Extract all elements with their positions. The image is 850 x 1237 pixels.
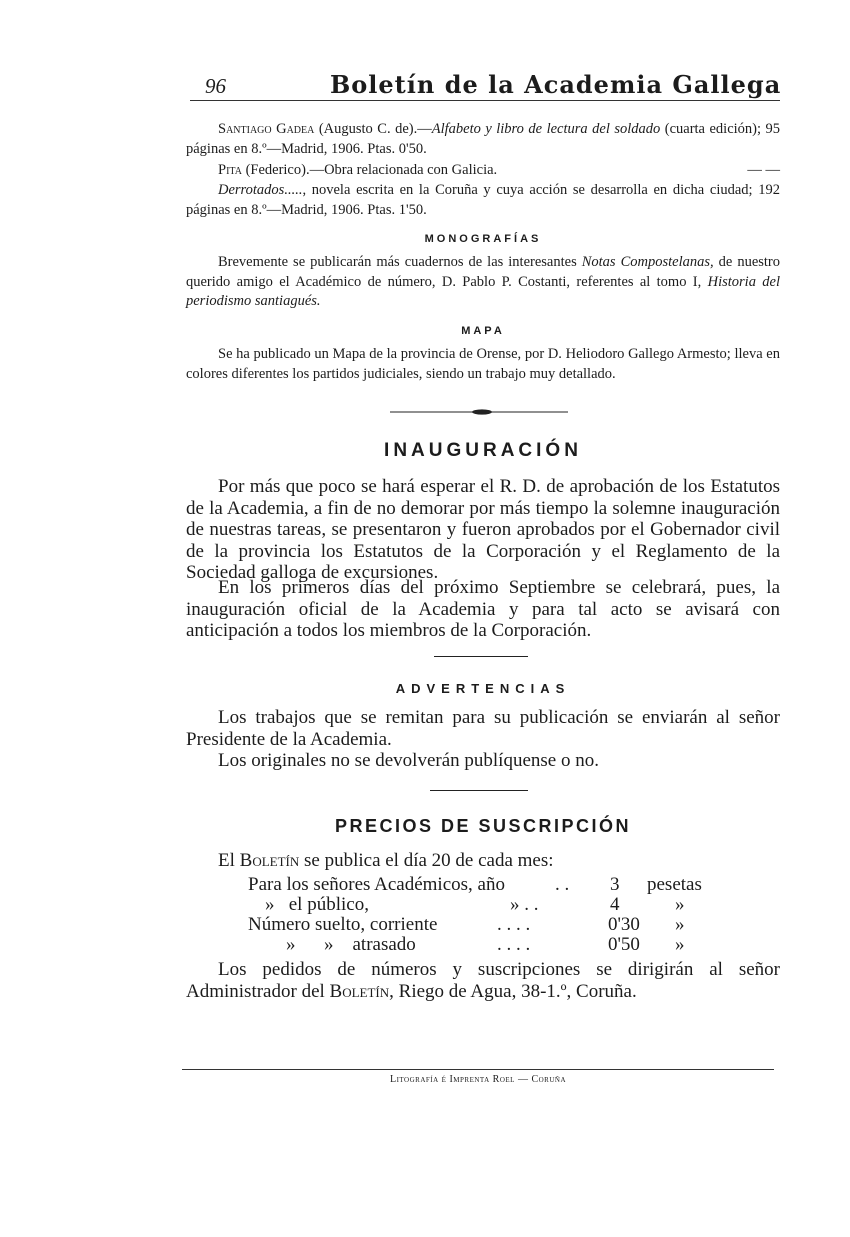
section-rule <box>430 790 528 791</box>
price-dots: . . . . <box>497 914 531 935</box>
price-label: » » atrasado <box>286 934 416 955</box>
bibliography-entry-1 <box>186 120 780 159</box>
text-segment: se publica el día 20 de cada mes: <box>299 850 554 871</box>
text-segment: Los pedidos de números y suscripciones se dirigirán al señor Administrador del <box>186 959 780 1002</box>
price-unit: » <box>675 934 685 955</box>
price-value: 0'30 <box>608 914 640 935</box>
boletin-word: Boletín <box>239 850 300 871</box>
entry-author: Pita <box>218 162 242 178</box>
price-row <box>248 874 505 896</box>
section-rule <box>434 656 528 657</box>
monografias-text <box>186 253 780 312</box>
entry-details: (cuarta edición); 95 páginas en 8.º—Madrid, 1906. Ptas. 0'50. <box>186 121 781 157</box>
entry-details: , novela escrita en la Coruña y cuya acción se desarrolla en dicha ciudad; 192 páginas en 8.º—Madrid, 1906. Ptas. 1'50. <box>186 182 780 218</box>
boletin-word: Boletín <box>329 980 390 1002</box>
price-value: 4 <box>610 894 620 915</box>
mapa-heading: MAPA <box>461 325 505 337</box>
title-historia: Historia del periodismo santiagués. <box>186 273 781 309</box>
price-unit: » <box>675 894 685 915</box>
entry-author-rest: (Augusto C. de).— <box>314 121 432 137</box>
price-unit: pesetas <box>647 874 702 895</box>
ditto-mark: — — <box>747 162 780 178</box>
entry-title: Derrotados..... <box>218 182 303 198</box>
price-row <box>265 894 369 916</box>
precios-intro <box>218 850 554 872</box>
inauguracion-para-1: Por más que poco se hará esperar el R. D. de aprobación de los Estatutos de la Academia, a fin de no demorar por más tiempo la solemne inauguración de nuestras tareas, se presentaron y fueron aprobados por el Gobernador civil de la provincia los Estatutos de la Corporación y el Reglamento de la Sociedad galloga de excursiones. <box>186 476 780 583</box>
precios-closing <box>186 959 780 1002</box>
price-value: 0'50 <box>608 934 640 955</box>
text-segment: , Riego de Agua, 38-1.º, Coruña. <box>389 980 637 1002</box>
entry-author-rest: (Federico).—Obra relacionada con Galicia. <box>241 162 498 178</box>
header-rule <box>190 100 780 101</box>
price-unit: » <box>675 914 685 935</box>
title-notas: Notas Compostelanas, <box>581 254 714 270</box>
price-label: Número suelto, corriente <box>248 914 438 935</box>
price-value: 3 <box>610 874 620 895</box>
text-segment: El <box>218 850 240 871</box>
page-number: 96 <box>205 74 226 98</box>
price-row <box>286 934 416 956</box>
footer-rule <box>182 1069 774 1070</box>
price-dots: . . . . <box>497 934 531 955</box>
monografias-heading: MONOGRAFÍAS <box>424 233 542 245</box>
price-dots: » . . <box>510 894 539 915</box>
advertencias-para-1: Los trabajos que se remitan para su publicación se enviarán al señor Presidente de la Academia. <box>186 707 780 750</box>
entry-title: Alfabeto y libro de lectura del soldado <box>431 121 661 137</box>
price-dots: . . <box>555 874 570 895</box>
advertencias-heading: ADVERTENCIAS <box>395 681 571 696</box>
entry-author: Santiago Gadea <box>218 121 315 137</box>
precios-heading: PRECIOS DE SUSCRIPCIÓN <box>334 816 632 836</box>
inauguracion-para-2: En los primeros días del próximo Septiembre se celebrará, pues, la inauguración oficial de la Academia y para tal acto se avisará con anticipación a todos los miembros de la Corporación. <box>186 577 780 641</box>
bibliography-entry-3 <box>186 181 780 220</box>
text-segment: Brevemente se publicarán más cuadernos de las interesantes <box>218 254 582 270</box>
text-segment: de nuestro querido amigo el Académico de número, D. Pablo P. Costanti, referentes al tomo I, <box>186 254 781 290</box>
mapa-text: Se ha publicado un Mapa de la provincia de Orense, por D. Heliodoro Gallego Armesto; lleva en colores diferentes los partidos judiciales, siendo un trabajo muy detallado. <box>186 346 780 382</box>
price-label: Para los señores Académicos, año <box>248 874 505 895</box>
advertencias-para-2: Los originales no se devolverán publíquense o no. <box>218 750 599 771</box>
price-label: » el público, <box>265 894 369 915</box>
inauguracion-heading: INAUGURACIÓN <box>384 440 582 461</box>
printer-imprint: Litografía é Imprenta Roel — Coruña <box>389 1074 567 1085</box>
price-row <box>248 914 437 936</box>
bibliography-entry-2 <box>186 161 780 181</box>
journal-title: Boletín de la Academia Gallega <box>330 70 782 99</box>
ornament-divider <box>390 409 568 415</box>
